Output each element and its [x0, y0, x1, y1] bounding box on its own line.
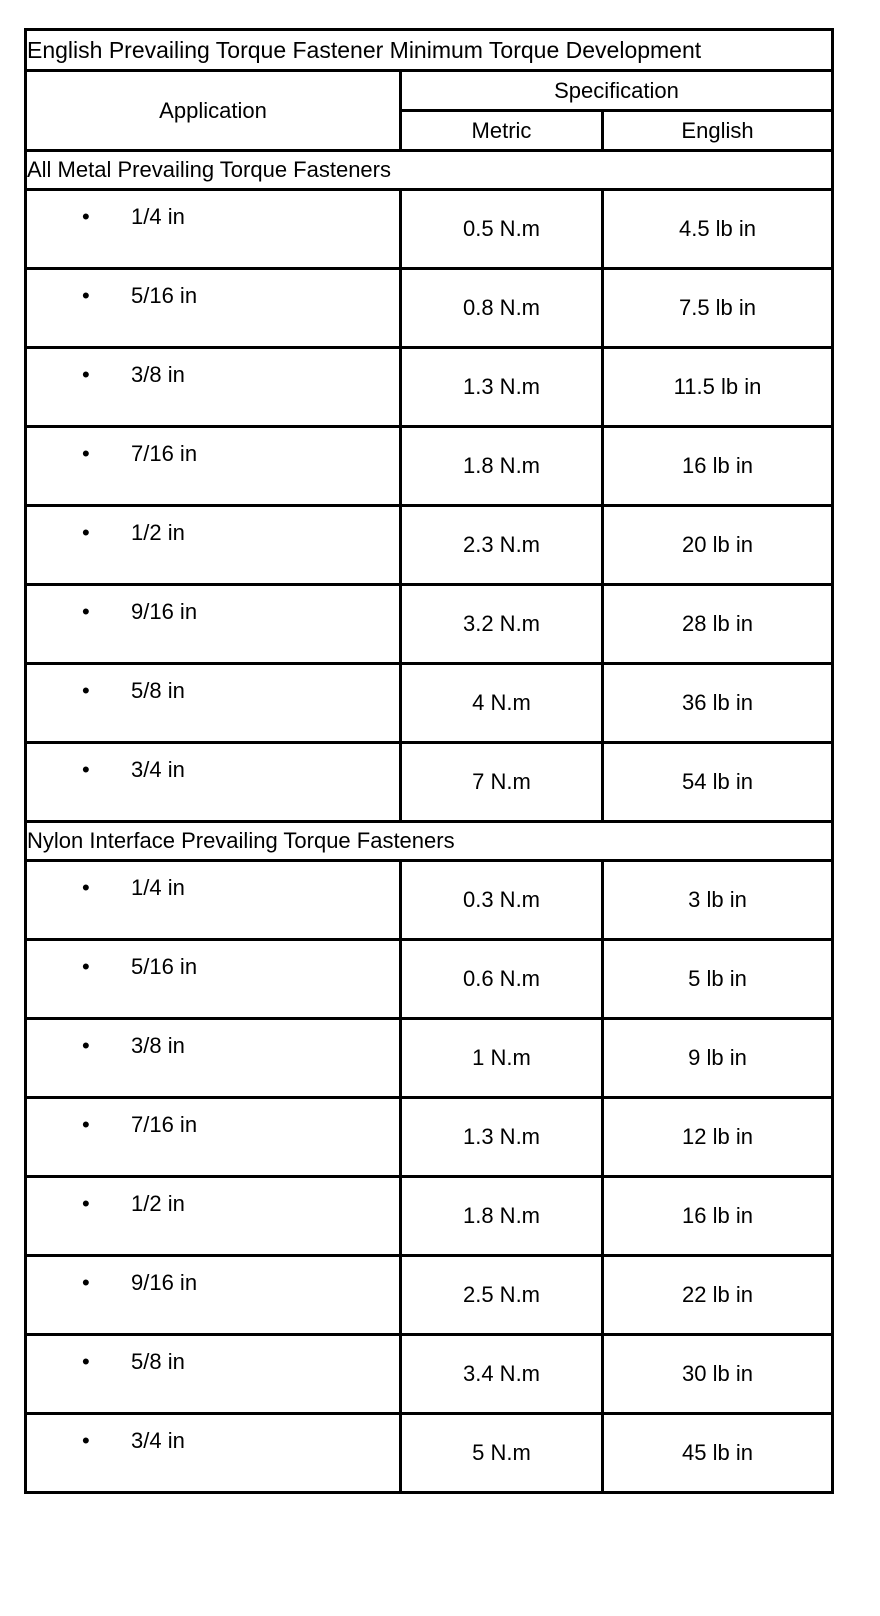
table-row [26, 1256, 833, 1335]
english-value: 7.5 lb in [603, 269, 833, 348]
table-row [26, 1414, 833, 1493]
fastener-size: 3/4 in [131, 757, 185, 782]
table-title: English Prevailing Torque Fastener Minimum Torque Development [26, 30, 833, 71]
fastener-size: 5/16 in [131, 283, 198, 308]
metric-column-header: Metric [401, 111, 603, 151]
bullet-icon: • [82, 1349, 90, 1374]
bullet-icon: • [82, 875, 90, 900]
fastener-size: 9/16 in [131, 599, 198, 624]
metric-value: 1.3 N.m [401, 348, 603, 427]
application-cell [26, 664, 401, 743]
metric-value: 5 N.m [401, 1414, 603, 1493]
application-cell [26, 1019, 401, 1098]
application-cell [26, 1177, 401, 1256]
english-column-header: English [603, 111, 833, 151]
application-cell [26, 1098, 401, 1177]
bullet-icon: • [82, 599, 90, 624]
section-header-row [26, 151, 833, 190]
metric-value: 1.8 N.m [401, 427, 603, 506]
table-row [26, 664, 833, 743]
bullet-icon: • [82, 1270, 90, 1295]
fastener-size: 5/8 in [131, 1349, 185, 1374]
english-value: 16 lb in [603, 1177, 833, 1256]
english-value: 16 lb in [603, 427, 833, 506]
english-value: 36 lb in [603, 664, 833, 743]
english-value: 12 lb in [603, 1098, 833, 1177]
section-header-row [26, 822, 833, 861]
metric-value: 0.6 N.m [401, 940, 603, 1019]
english-value: 4.5 lb in [603, 190, 833, 269]
metric-value: 2.5 N.m [401, 1256, 603, 1335]
bullet-icon: • [82, 954, 90, 979]
application-cell [26, 743, 401, 822]
bullet-icon: • [82, 441, 90, 466]
english-value: 28 lb in [603, 585, 833, 664]
bullet-icon: • [82, 1112, 90, 1137]
metric-value: 1.8 N.m [401, 1177, 603, 1256]
table-row [26, 269, 833, 348]
application-cell [26, 269, 401, 348]
fastener-size: 9/16 in [131, 1270, 198, 1295]
application-cell [26, 427, 401, 506]
application-cell [26, 1335, 401, 1414]
english-value: 3 lb in [603, 861, 833, 940]
table-row [26, 427, 833, 506]
application-cell [26, 1256, 401, 1335]
torque-spec-table [24, 28, 834, 1494]
application-cell [26, 348, 401, 427]
english-value: 20 lb in [603, 506, 833, 585]
english-value: 54 lb in [603, 743, 833, 822]
fastener-size: 3/8 in [131, 362, 185, 387]
table-row [26, 1177, 833, 1256]
fastener-size: 7/16 in [131, 441, 198, 466]
table-row [26, 861, 833, 940]
application-cell [26, 585, 401, 664]
metric-value: 2.3 N.m [401, 506, 603, 585]
english-value: 5 lb in [603, 940, 833, 1019]
english-value: 30 lb in [603, 1335, 833, 1414]
bullet-icon: • [82, 283, 90, 308]
table-row [26, 1098, 833, 1177]
fastener-size: 5/16 in [131, 954, 198, 979]
bullet-icon: • [82, 1033, 90, 1058]
fastener-size: 3/4 in [131, 1428, 185, 1453]
metric-value: 0.3 N.m [401, 861, 603, 940]
table-row [26, 940, 833, 1019]
metric-value: 3.4 N.m [401, 1335, 603, 1414]
application-cell [26, 940, 401, 1019]
metric-value: 7 N.m [401, 743, 603, 822]
fastener-size: 1/4 in [131, 204, 185, 229]
english-value: 9 lb in [603, 1019, 833, 1098]
specification-column-header: Specification [401, 71, 833, 111]
section-label: Nylon Interface Prevailing Torque Fasteners [26, 822, 833, 861]
english-value: 11.5 lb in [603, 348, 833, 427]
application-cell [26, 861, 401, 940]
metric-value: 0.8 N.m [401, 269, 603, 348]
metric-value: 1.3 N.m [401, 1098, 603, 1177]
table-row [26, 1335, 833, 1414]
bullet-icon: • [82, 1191, 90, 1216]
fastener-size: 1/4 in [131, 875, 185, 900]
application-column-header: Application [26, 71, 401, 151]
table-row [26, 190, 833, 269]
bullet-icon: • [82, 362, 90, 387]
fastener-size: 5/8 in [131, 678, 185, 703]
bullet-icon: • [82, 678, 90, 703]
application-cell [26, 506, 401, 585]
section-label: All Metal Prevailing Torque Fasteners [26, 151, 833, 190]
fastener-size: 1/2 in [131, 520, 185, 545]
metric-value: 0.5 N.m [401, 190, 603, 269]
table-row [26, 506, 833, 585]
fastener-size: 7/16 in [131, 1112, 198, 1137]
fastener-size: 3/8 in [131, 1033, 185, 1058]
english-value: 45 lb in [603, 1414, 833, 1493]
bullet-icon: • [82, 1428, 90, 1453]
table-row [26, 743, 833, 822]
bullet-icon: • [82, 757, 90, 782]
application-cell [26, 190, 401, 269]
application-cell [26, 1414, 401, 1493]
bullet-icon: • [82, 520, 90, 545]
fastener-size: 1/2 in [131, 1191, 185, 1216]
table-row [26, 585, 833, 664]
table-body [26, 151, 833, 1493]
metric-value: 4 N.m [401, 664, 603, 743]
table-row [26, 1019, 833, 1098]
english-value: 22 lb in [603, 1256, 833, 1335]
metric-value: 3.2 N.m [401, 585, 603, 664]
bullet-icon: • [82, 204, 90, 229]
table-row [26, 348, 833, 427]
metric-value: 1 N.m [401, 1019, 603, 1098]
